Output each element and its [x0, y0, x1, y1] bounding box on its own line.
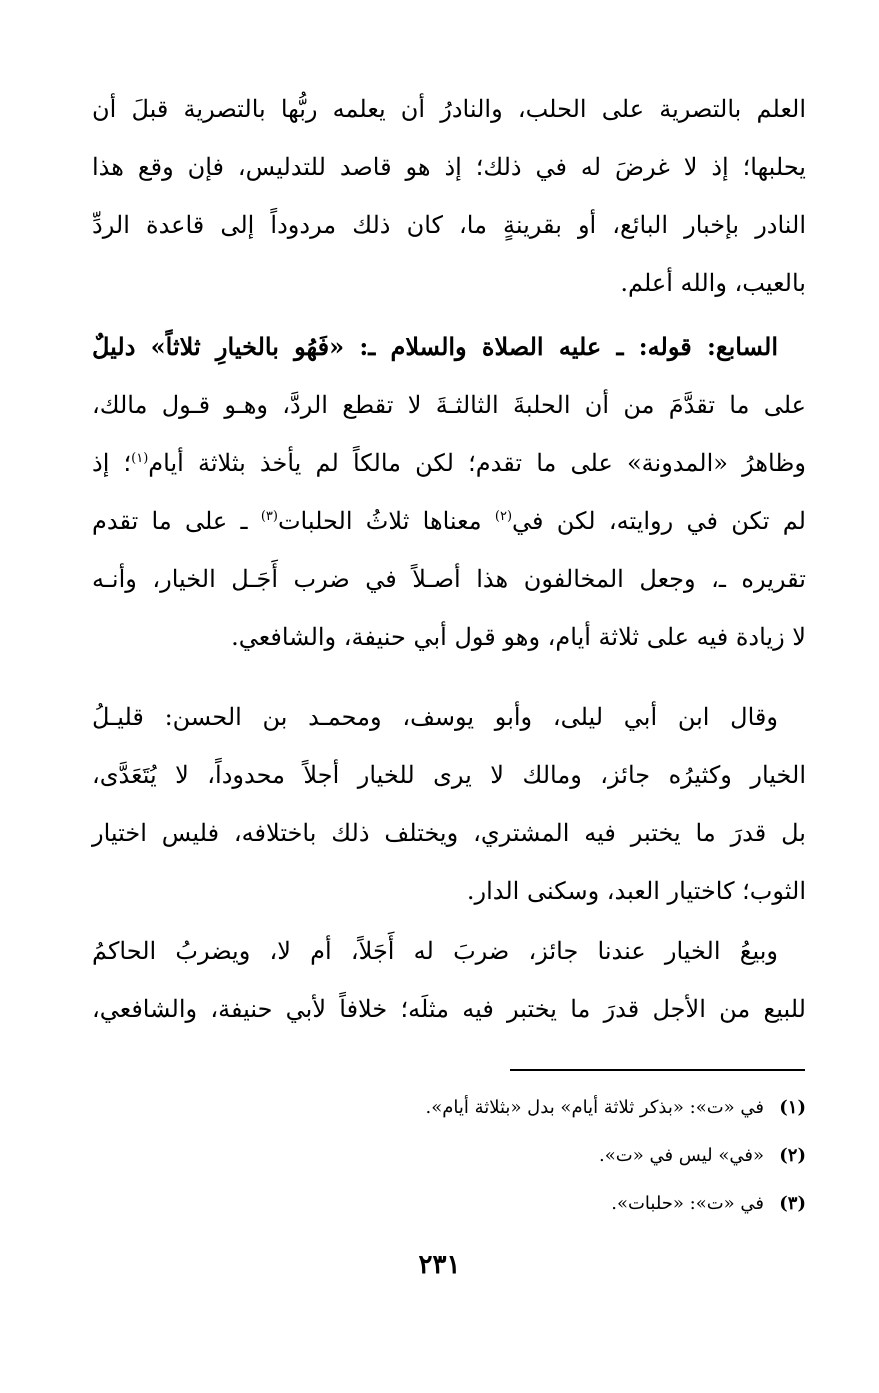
- footnote-ref-2: (٢): [494, 509, 513, 524]
- paragraph-4: [92, 922, 806, 1038]
- footnote-ref-3: (٣): [260, 509, 278, 524]
- text-line: [92, 492, 806, 550]
- text-line: العلم بالتصرية على الحلب، والنادرُ أن يعلمه ربُّها بالتصرية قبلَ أن: [92, 95, 806, 123]
- text-segment: وظاهرُ «المدونة» على ما تقدم؛ لكن مالكاً لم يأخذ بثلاثة أيام: [148, 449, 806, 477]
- text-line: النادر بإخبار البائع، أو بقرينةٍ ما، كان ذلك مردوداً إلى قاعدة الردِّ: [92, 211, 806, 239]
- text-segment: معناها ثلاثُ الحلبات: [277, 507, 482, 535]
- paragraph-2: [92, 318, 806, 666]
- footnote-3: [92, 1184, 806, 1232]
- footnote-2: [92, 1136, 806, 1184]
- footnote-number: (١): [779, 1097, 806, 1118]
- text-line: بالعيب، والله أعلم.: [620, 269, 806, 297]
- footnote-separator: [510, 1069, 805, 1071]
- footnote-ref-1: (١): [131, 451, 149, 466]
- text-line: بل قدرَ ما يختبر فيه المشتري، ويختلف ذلك باختلافه، فليس اختيار: [92, 819, 806, 847]
- text-segment: ؛ إذ: [92, 449, 132, 477]
- text-line: [92, 434, 806, 492]
- text-line: يحلبها؛ إذ لا غرضَ له في ذلك؛ إذ هو قاصد للتدليس، فإن وقع هذا: [92, 153, 806, 181]
- footnote-text: «في» ليس في «ت».: [599, 1145, 764, 1166]
- text-line: للبيع من الأجل قدرَ ما يختبر فيه مثلَه؛ خلافاً لأبي حنيفة، والشافعي،: [92, 995, 806, 1023]
- text-line: على ما تقدَّمَ من أن الحلبةَ الثالثـةَ لا تقطع الردَّ، وهـو قـول مالك،: [92, 391, 806, 419]
- text-line: الخيار وكثيرُه جائز، ومالك لا يرى للخيار أجلاً محدوداً، لا يُتَعَدَّى،: [92, 761, 806, 789]
- text-line: السابع: قوله: ـ عليه الصلاة والسلام ـ: «فَهُو بالخيارِ ثلاثاً» دليلٌ: [92, 332, 778, 361]
- text-line: تقريره ـ، وجعل المخالفون هذا أصـلاً في ضرب أَجَـل الخيار، وأنـه: [92, 565, 806, 593]
- text-line: وقال ابن أبي ليلى، وأبو يوسف، ومحمـد بن الحسن: قليـلُ: [92, 703, 778, 731]
- footnotes: [92, 1088, 806, 1232]
- paragraph-1: [92, 80, 806, 312]
- footnote-number: (٢): [779, 1145, 806, 1166]
- text-segment: لم تكن في روايته، لكن في: [512, 507, 806, 535]
- footnote-number: (٣): [779, 1193, 806, 1214]
- footnote-1: [92, 1088, 806, 1136]
- page-number: ٢٣١: [418, 1250, 461, 1280]
- text-line: لا زيادة فيه على ثلاثة أيام، وهو قول أبي حنيفة، والشافعي.: [231, 623, 806, 651]
- footnote-text: في «ت»: «بذكر ثلاثة أيام» بدل «بثلاثة أيام».: [425, 1097, 764, 1118]
- paragraph-3: [92, 688, 806, 920]
- text-line: وبيعُ الخيار عندنا جائز، ضربَ له أَجَلاً، أم لا، ويضربُ الحاكمُ: [92, 937, 778, 965]
- text-segment: ـ على ما تقدم: [92, 507, 248, 535]
- text-line: الثوب؛ كاختيار العبد، وسكنى الدار.: [466, 877, 806, 905]
- footnote-text: في «ت»: «حلبات».: [611, 1193, 764, 1214]
